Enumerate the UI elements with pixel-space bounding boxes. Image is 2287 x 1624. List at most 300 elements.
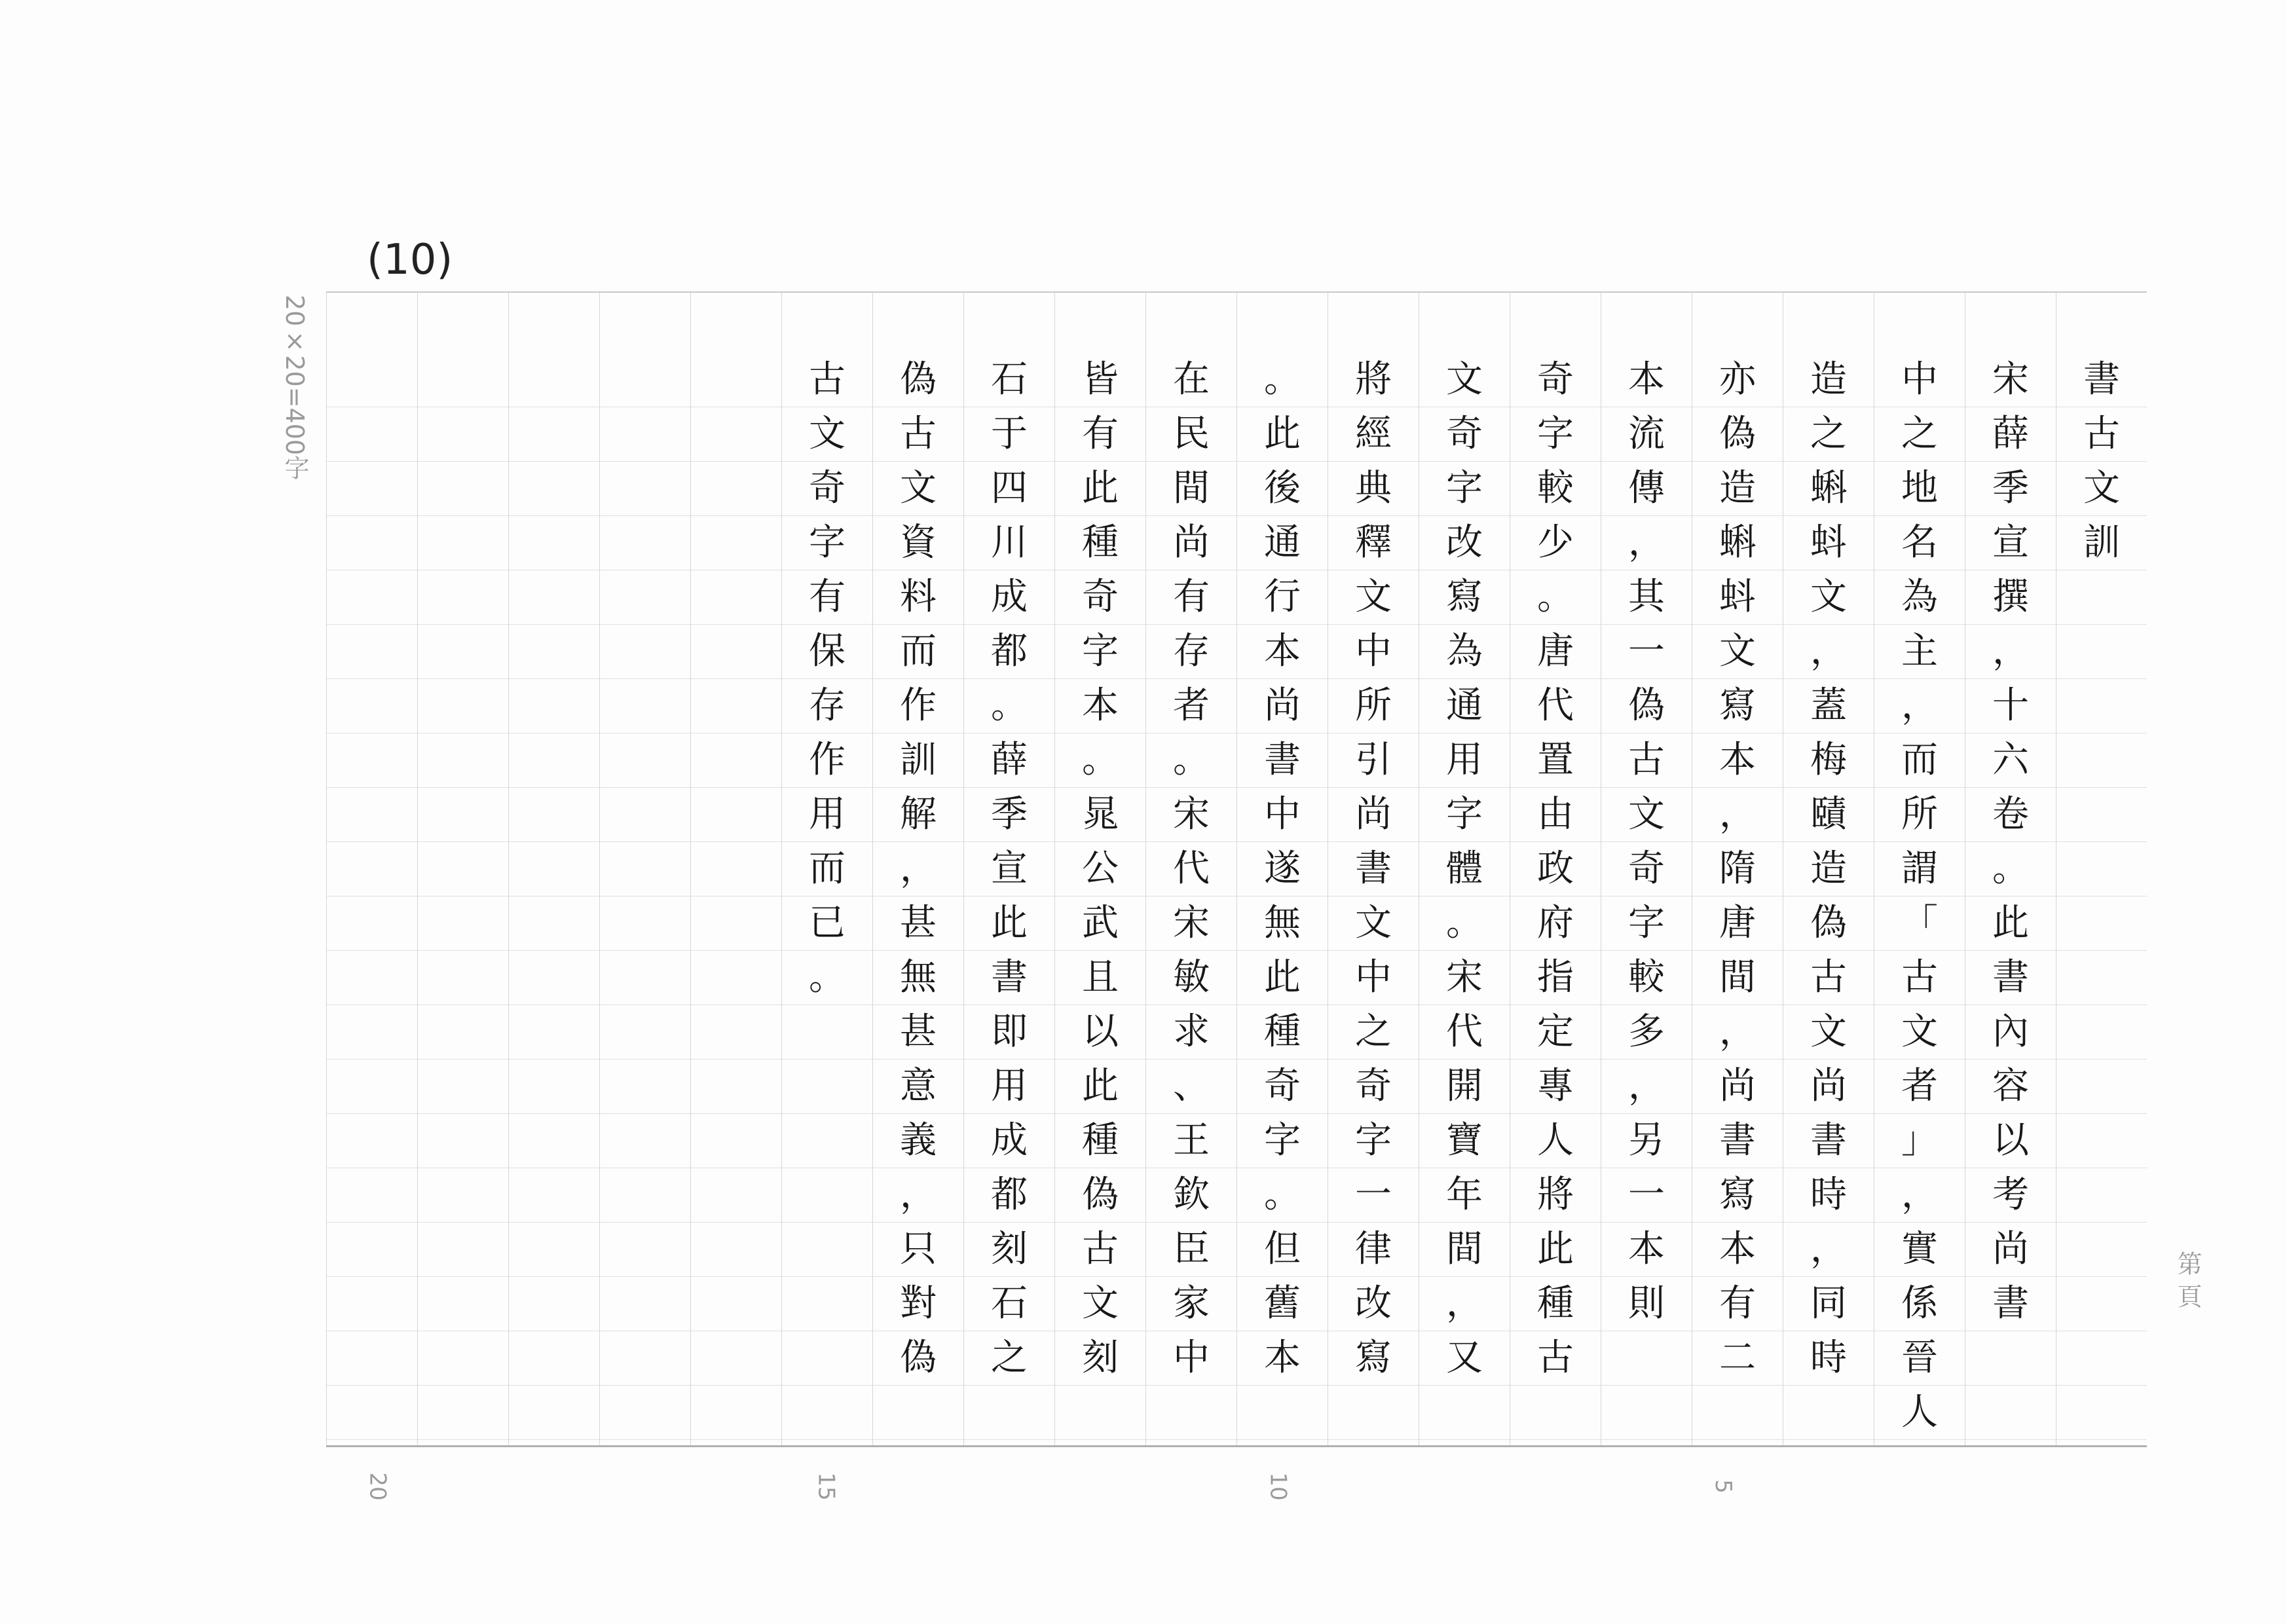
char-cell (509, 1386, 599, 1440)
char-cell: 欽 (1146, 1168, 1236, 1223)
char-cell: 即 (964, 1005, 1054, 1060)
char-cell: 十 (1965, 679, 2056, 733)
char-cell: 此 (1055, 462, 1145, 516)
char-cell: 字 (1419, 462, 1510, 516)
char-cell: 偽 (1783, 896, 1874, 951)
char-cell: 奇 (782, 462, 872, 516)
char-cell: 都 (964, 625, 1054, 679)
char-cell (600, 1386, 690, 1440)
char-cell: 。 (1510, 570, 1601, 625)
char-cell: 釋 (1328, 516, 1419, 570)
char-cell: 。 (1965, 842, 2056, 896)
char-cell: 體 (1419, 842, 1510, 896)
char-cell: 尚 (1783, 1060, 1874, 1114)
char-cell: 偽 (1601, 679, 1692, 733)
char-cell (1965, 1386, 2056, 1440)
char-cell: ， (873, 1168, 963, 1223)
char-cell: 于 (964, 407, 1054, 462)
char-cell: 。 (1055, 733, 1145, 788)
char-cell (327, 951, 417, 1005)
char-cell (964, 1386, 1054, 1440)
char-cell: 文 (1601, 788, 1692, 842)
char-cell (600, 625, 690, 679)
char-cell (418, 896, 508, 951)
char-cell: 間 (1146, 462, 1236, 516)
char-cell (509, 733, 599, 788)
char-cell: 宣 (1965, 516, 2056, 570)
char-cell: 蝌 (1783, 462, 1874, 516)
char-cell: 一 (1601, 625, 1692, 679)
char-cell (509, 1277, 599, 1331)
char-cell (509, 1060, 599, 1114)
char-cell (327, 1114, 417, 1168)
char-cell: 較 (1510, 462, 1601, 516)
column-4 (1783, 293, 1874, 1445)
char-cell: 。 (1419, 896, 1510, 951)
column-20 (326, 293, 417, 1445)
char-cell: 奇 (1510, 353, 1601, 407)
char-cell: 在 (1146, 353, 1236, 407)
char-cell: 隋 (1692, 842, 1783, 896)
char-cell (600, 1223, 690, 1277)
char-cell (2056, 1386, 2147, 1440)
char-cell (418, 570, 508, 625)
char-cell (782, 1060, 872, 1114)
char-cell (691, 1331, 781, 1386)
char-cell: 對 (873, 1277, 963, 1331)
char-cell (691, 1060, 781, 1114)
char-cell (782, 1005, 872, 1060)
char-cell: 用 (1419, 733, 1510, 788)
char-cell: 文 (1328, 570, 1419, 625)
char-cell: 中 (1874, 353, 1965, 407)
char-cell: 種 (1237, 1005, 1328, 1060)
char-cell: 存 (782, 679, 872, 733)
char-cell: 本 (1237, 1331, 1328, 1386)
char-cell: 舊 (1237, 1277, 1328, 1331)
char-cell: 石 (964, 1277, 1054, 1331)
char-cell (782, 1277, 872, 1331)
char-cell: 民 (1146, 407, 1236, 462)
char-cell (600, 1331, 690, 1386)
char-cell (691, 788, 781, 842)
char-cell (509, 516, 599, 570)
char-cell: 代 (1419, 1005, 1510, 1060)
char-cell (418, 353, 508, 407)
char-cell (782, 1114, 872, 1168)
char-cell (509, 788, 599, 842)
char-cell: 字 (782, 516, 872, 570)
char-cell: 尚 (1146, 516, 1236, 570)
char-cell (509, 679, 599, 733)
char-cell: 書 (1965, 951, 2056, 1005)
char-cell (2056, 1005, 2147, 1060)
char-cell: 遂 (1237, 842, 1328, 896)
char-cell: 尚 (1237, 679, 1328, 733)
char-cell: 偽 (1692, 407, 1783, 462)
char-cell: 宋 (1419, 951, 1510, 1005)
char-cell: 字 (1237, 1114, 1328, 1168)
char-cell: 謂 (1874, 842, 1965, 896)
char-cell: 寶 (1419, 1114, 1510, 1168)
char-cell: 字 (1055, 625, 1145, 679)
char-cell: 本 (1692, 733, 1783, 788)
char-cell (600, 1005, 690, 1060)
char-cell: 奇 (1055, 570, 1145, 625)
char-cell: ， (1783, 1223, 1874, 1277)
char-cell: 本 (1601, 353, 1692, 407)
ruler-mark: 5 (1709, 1479, 1736, 1494)
char-cell: 同 (1783, 1277, 1874, 1331)
char-cell: 用 (964, 1060, 1054, 1114)
char-cell: 字 (1601, 896, 1692, 951)
char-cell: 中 (1328, 951, 1419, 1005)
char-cell (1601, 1386, 1692, 1440)
char-cell (600, 516, 690, 570)
char-cell: 定 (1510, 1005, 1601, 1060)
char-cell (691, 407, 781, 462)
manuscript-grid (326, 291, 2147, 1447)
char-cell: 古 (873, 407, 963, 462)
char-cell: 尚 (1692, 1060, 1783, 1114)
char-cell: 經 (1328, 407, 1419, 462)
char-cell: 為 (1874, 570, 1965, 625)
char-cell: 寫 (1328, 1331, 1419, 1386)
char-cell: 尚 (1965, 1223, 2056, 1277)
char-cell (327, 1331, 417, 1386)
grid-size-label: 20×20=400字 (280, 295, 309, 481)
column-2 (1965, 293, 2056, 1445)
char-cell: 古 (1601, 733, 1692, 788)
char-cell: 文 (1419, 353, 1510, 407)
char-cell: 。 (1146, 733, 1236, 788)
char-cell (782, 1168, 872, 1223)
char-cell: 賾 (1783, 788, 1874, 842)
char-cell (1510, 1386, 1601, 1440)
char-cell (327, 353, 417, 407)
char-cell: 之 (964, 1331, 1054, 1386)
char-cell (418, 679, 508, 733)
char-cell: 其 (1601, 570, 1692, 625)
char-cell (327, 733, 417, 788)
char-cell (418, 1114, 508, 1168)
char-cell: 有 (1146, 570, 1236, 625)
char-cell (2056, 842, 2147, 896)
char-cell (327, 1277, 417, 1331)
char-cell (418, 1168, 508, 1223)
char-cell (418, 1005, 508, 1060)
char-cell (600, 407, 690, 462)
char-cell: 撰 (1965, 570, 2056, 625)
char-cell (2056, 1223, 2147, 1277)
column-1 (2056, 293, 2147, 1445)
char-cell: 無 (1237, 896, 1328, 951)
char-cell: 。 (1237, 353, 1328, 407)
char-cell: 。 (782, 951, 872, 1005)
char-cell (327, 842, 417, 896)
char-cell: 而 (782, 842, 872, 896)
column-5 (1692, 293, 1783, 1445)
char-cell (327, 679, 417, 733)
char-cell: ， (1419, 1277, 1510, 1331)
char-cell: 本 (1601, 1223, 1692, 1277)
char-cell: ， (873, 842, 963, 896)
char-cell (509, 353, 599, 407)
char-cell: 宣 (964, 842, 1054, 896)
char-cell: 將 (1510, 1168, 1601, 1223)
column-11 (1145, 293, 1236, 1445)
char-cell: 人 (1874, 1386, 1965, 1440)
char-cell (2056, 625, 2147, 679)
ruler-mark: 15 (813, 1472, 840, 1501)
ruler-mark: 10 (1265, 1472, 1292, 1501)
char-cell: 實 (1874, 1223, 1965, 1277)
char-cell: 古 (1783, 951, 1874, 1005)
char-cell: ， (1783, 625, 1874, 679)
char-cell: 文 (1783, 1005, 1874, 1060)
char-cell: 此 (1510, 1223, 1601, 1277)
char-cell: 。 (1237, 1168, 1328, 1223)
char-cell (509, 1168, 599, 1223)
char-cell: 之 (1874, 407, 1965, 462)
char-cell (691, 1168, 781, 1223)
char-cell: 保 (782, 625, 872, 679)
char-cell: 只 (873, 1223, 963, 1277)
char-cell: 作 (873, 679, 963, 733)
char-cell: 文 (1328, 896, 1419, 951)
char-cell: 宋 (1965, 353, 2056, 407)
char-cell: 字 (1510, 407, 1601, 462)
char-cell: 置 (1510, 733, 1601, 788)
char-cell: 用 (782, 788, 872, 842)
column-18 (508, 293, 599, 1445)
char-cell: 唐 (1510, 625, 1601, 679)
char-cell (691, 462, 781, 516)
char-cell (1692, 1386, 1783, 1440)
char-cell: 料 (873, 570, 963, 625)
char-cell: 改 (1419, 516, 1510, 570)
char-cell (1965, 1331, 2056, 1386)
char-cell: 偽 (873, 353, 963, 407)
char-cell: 但 (1237, 1223, 1328, 1277)
char-cell: 則 (1601, 1277, 1692, 1331)
char-cell: 薛 (964, 733, 1054, 788)
char-cell (2056, 679, 2147, 733)
char-cell: 較 (1601, 951, 1692, 1005)
char-cell: 所 (1874, 788, 1965, 842)
char-cell (691, 951, 781, 1005)
char-cell (327, 516, 417, 570)
char-cell: 代 (1510, 679, 1601, 733)
char-cell: 本 (1055, 679, 1145, 733)
char-cell: 係 (1874, 1277, 1965, 1331)
char-cell: 古 (1874, 951, 1965, 1005)
char-cell: 意 (873, 1060, 963, 1114)
char-cell: 中 (1328, 625, 1419, 679)
char-cell (2056, 733, 2147, 788)
column-16 (690, 293, 781, 1445)
char-cell: 引 (1328, 733, 1419, 788)
char-cell: 典 (1328, 462, 1419, 516)
char-cell (600, 1060, 690, 1114)
char-cell: 家 (1146, 1277, 1236, 1331)
char-cell: ， (1692, 1005, 1783, 1060)
char-cell: 內 (1965, 1005, 2056, 1060)
char-cell (600, 570, 690, 625)
char-cell (691, 1005, 781, 1060)
char-cell: 石 (964, 353, 1054, 407)
column-3 (1874, 293, 1965, 1445)
char-cell: ， (1965, 625, 2056, 679)
char-cell (327, 1168, 417, 1223)
char-cell: 所 (1328, 679, 1419, 733)
char-cell (1419, 1386, 1510, 1440)
char-cell: 刻 (1055, 1331, 1145, 1386)
char-cell: 宋 (1146, 896, 1236, 951)
char-cell: 義 (873, 1114, 963, 1168)
char-cell: 求 (1146, 1005, 1236, 1060)
ruler-mark: 20 (364, 1472, 391, 1501)
char-cell (782, 1223, 872, 1277)
char-cell: ， (1601, 1060, 1692, 1114)
char-cell: 蚪 (1692, 570, 1783, 625)
char-cell: 文 (873, 462, 963, 516)
char-cell: 少 (1510, 516, 1601, 570)
char-cell (691, 1386, 781, 1440)
char-cell: 中 (1146, 1331, 1236, 1386)
char-cell: 者 (1874, 1060, 1965, 1114)
char-cell (600, 1114, 690, 1168)
char-cell: 唐 (1692, 896, 1783, 951)
char-cell: 古 (782, 353, 872, 407)
char-cell (2056, 896, 2147, 951)
char-cell (600, 842, 690, 896)
char-cell (327, 788, 417, 842)
char-cell: 地 (1874, 462, 1965, 516)
char-cell (1601, 1331, 1692, 1386)
char-cell: 蓋 (1783, 679, 1874, 733)
char-cell (327, 1060, 417, 1114)
char-cell: 訓 (2056, 516, 2147, 570)
char-cell: ， (1874, 1168, 1965, 1223)
char-cell: 書 (1237, 733, 1328, 788)
char-cell: 間 (1692, 951, 1783, 1005)
char-cell: 文 (1874, 1005, 1965, 1060)
char-cell (509, 1223, 599, 1277)
char-cell: 皆 (1055, 353, 1145, 407)
char-cell (418, 842, 508, 896)
column-12 (1054, 293, 1145, 1445)
char-cell: 書 (964, 951, 1054, 1005)
column-10 (1236, 293, 1328, 1445)
char-cell: 種 (1510, 1277, 1601, 1331)
char-cell: 流 (1601, 407, 1692, 462)
char-cell: 時 (1783, 1331, 1874, 1386)
char-cell (2056, 1168, 2147, 1223)
char-cell: 而 (873, 625, 963, 679)
char-cell (2056, 1331, 2147, 1386)
char-cell: 文 (1692, 625, 1783, 679)
char-cell: 律 (1328, 1223, 1419, 1277)
char-cell (2056, 1277, 2147, 1331)
char-cell: 文 (2056, 462, 2147, 516)
char-cell (418, 1060, 508, 1114)
column-8 (1419, 293, 1510, 1445)
char-cell (1055, 1386, 1145, 1440)
char-cell: 容 (1965, 1060, 2056, 1114)
char-cell: 行 (1237, 570, 1328, 625)
char-cell: 種 (1055, 516, 1145, 570)
char-cell (509, 625, 599, 679)
char-cell: 府 (1510, 896, 1601, 951)
char-cell (509, 407, 599, 462)
char-cell: ， (1601, 516, 1692, 570)
char-cell: 文 (782, 407, 872, 462)
char-cell (327, 1223, 417, 1277)
char-cell: 刻 (964, 1223, 1054, 1277)
char-cell: 又 (1419, 1331, 1510, 1386)
char-cell (691, 842, 781, 896)
char-cell (1237, 1386, 1328, 1440)
char-cell (509, 951, 599, 1005)
char-cell: 將 (1328, 353, 1419, 407)
text-columns (326, 293, 2147, 1445)
char-cell (1146, 1386, 1236, 1440)
page-number: (10) (367, 236, 453, 284)
char-cell (418, 1331, 508, 1386)
char-cell: 此 (1055, 1060, 1145, 1114)
char-cell: 為 (1419, 625, 1510, 679)
char-cell: 者 (1146, 679, 1236, 733)
char-cell: ， (1874, 679, 1965, 733)
char-cell: 多 (1601, 1005, 1692, 1060)
char-cell: 之 (1328, 1005, 1419, 1060)
char-cell (327, 462, 417, 516)
char-cell: 書 (2056, 353, 2147, 407)
column-14 (872, 293, 963, 1445)
char-cell: 政 (1510, 842, 1601, 896)
char-cell: 此 (1965, 896, 2056, 951)
char-cell: 字 (1328, 1114, 1419, 1168)
char-cell (691, 733, 781, 788)
char-cell (2056, 951, 2147, 1005)
char-cell: 薛 (1965, 407, 2056, 462)
char-cell: 奇 (1237, 1060, 1328, 1114)
char-cell (691, 516, 781, 570)
char-cell: 、 (1146, 1060, 1236, 1114)
char-cell: 已 (782, 896, 872, 951)
char-cell (600, 788, 690, 842)
char-cell: 此 (1237, 951, 1328, 1005)
column-15 (781, 293, 872, 1445)
char-cell (691, 570, 781, 625)
char-cell: 解 (873, 788, 963, 842)
char-cell (327, 896, 417, 951)
char-cell: 改 (1328, 1277, 1419, 1331)
char-cell (509, 462, 599, 516)
char-cell (600, 733, 690, 788)
char-cell: 專 (1510, 1060, 1601, 1114)
char-cell: 寫 (1692, 1168, 1783, 1223)
char-cell: 季 (1965, 462, 2056, 516)
char-cell (1328, 1386, 1419, 1440)
char-cell (782, 1331, 872, 1386)
char-cell: 川 (964, 516, 1054, 570)
char-cell (600, 1277, 690, 1331)
char-cell: 時 (1783, 1168, 1874, 1223)
char-cell (509, 896, 599, 951)
char-cell: 梅 (1783, 733, 1874, 788)
